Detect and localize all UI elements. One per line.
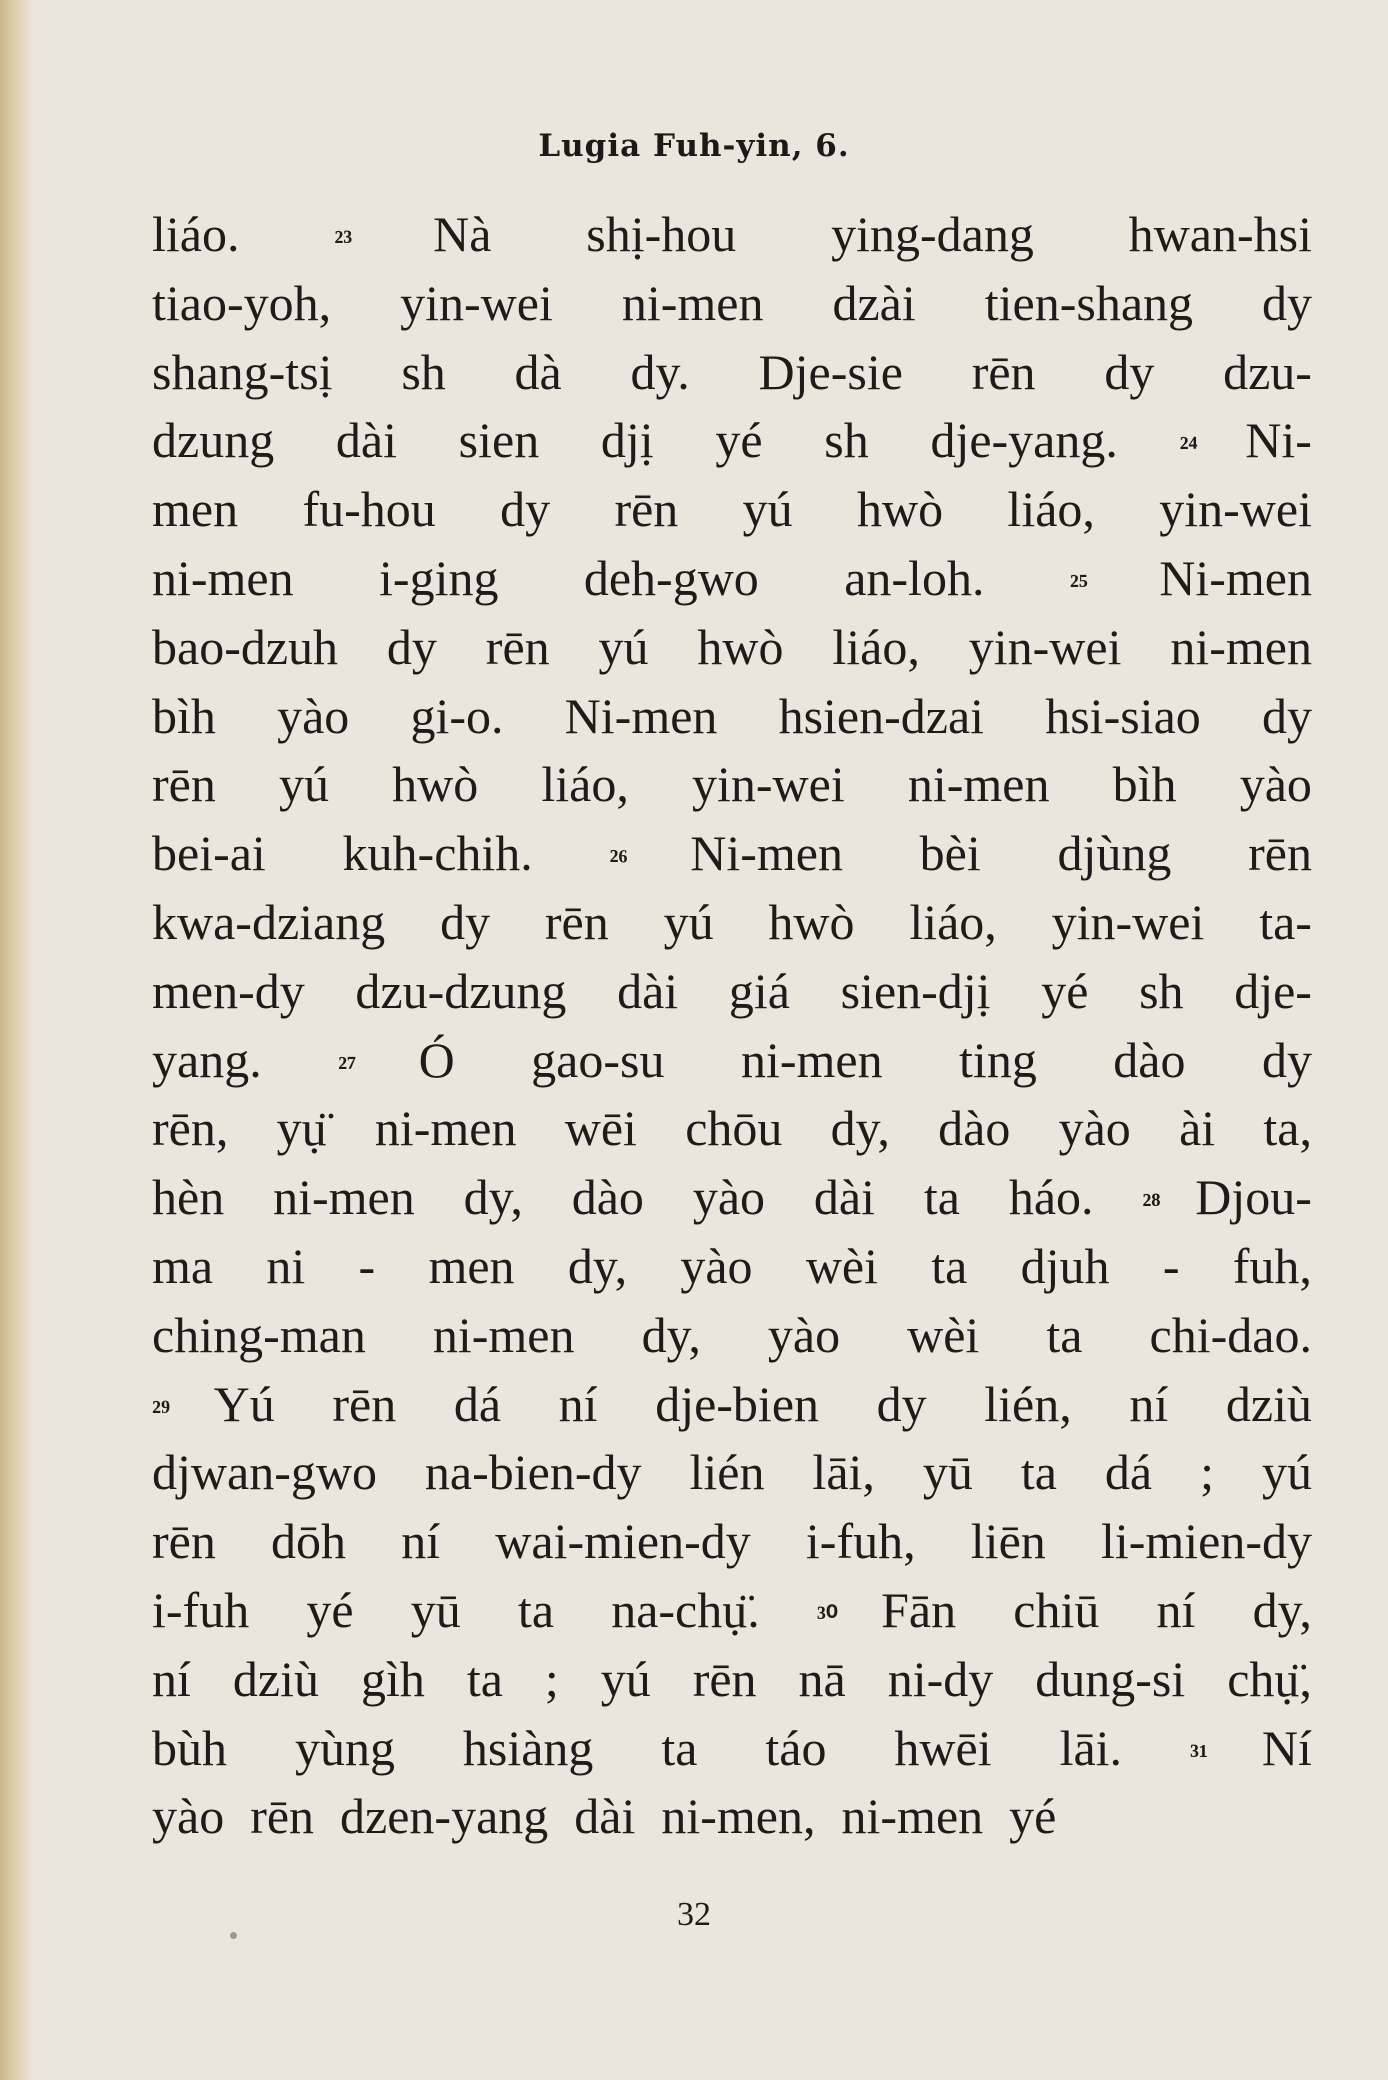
word: tien-shang bbox=[984, 274, 1194, 331]
word: dzung bbox=[152, 412, 275, 469]
word: bao-dzuh bbox=[152, 618, 339, 675]
word: rēn bbox=[1248, 825, 1312, 882]
word: liáo, bbox=[1007, 481, 1095, 538]
word: lién, bbox=[984, 1375, 1072, 1432]
word: ta bbox=[923, 1169, 960, 1226]
word: yào bbox=[1239, 756, 1312, 813]
word: liēn bbox=[970, 1513, 1046, 1570]
word: dzu-dzung bbox=[355, 962, 567, 1019]
word: dài bbox=[617, 962, 679, 1019]
word: yin-wei bbox=[1051, 893, 1205, 950]
word: ta bbox=[661, 1719, 698, 1776]
word: liáo, bbox=[909, 893, 997, 950]
word: ni bbox=[266, 1237, 306, 1294]
word: djuh bbox=[1020, 1237, 1110, 1294]
word: giá bbox=[728, 962, 790, 1019]
word: hwò bbox=[856, 481, 944, 538]
word: Yú bbox=[213, 1375, 275, 1432]
word: hwan-hsi bbox=[1128, 206, 1312, 262]
word: dy bbox=[500, 481, 551, 538]
word: na-chụ̈. bbox=[611, 1581, 760, 1638]
verse-number: ³⁰ bbox=[816, 1600, 838, 1634]
word: dy, bbox=[1252, 1581, 1312, 1638]
word: wēi bbox=[564, 1100, 637, 1157]
word: ni-men bbox=[374, 1100, 517, 1157]
word: Ni-men bbox=[564, 687, 718, 744]
word: wai-mien-dy bbox=[495, 1513, 751, 1570]
word: dy bbox=[1261, 687, 1312, 744]
word: ni-men bbox=[1170, 618, 1312, 675]
word: ni-men bbox=[621, 274, 764, 331]
word: rēn, bbox=[152, 1100, 229, 1157]
word: li-mien-dy bbox=[1100, 1513, 1312, 1570]
word: dy, bbox=[567, 1237, 628, 1294]
word: na-bien-dy bbox=[424, 1444, 642, 1501]
word: rēn bbox=[152, 756, 216, 813]
word: dy bbox=[440, 893, 491, 950]
word: sh bbox=[824, 412, 869, 469]
word: hwēi bbox=[894, 1719, 992, 1776]
word: ta bbox=[1046, 1306, 1083, 1363]
word: ; bbox=[1200, 1444, 1214, 1501]
word: liáo, bbox=[541, 756, 629, 813]
word: an-loh. bbox=[844, 549, 985, 606]
text-line bbox=[152, 269, 1312, 338]
word: ní bbox=[401, 1513, 441, 1570]
word: ní bbox=[558, 1375, 598, 1432]
word: rēn bbox=[614, 481, 679, 538]
word: hwò bbox=[392, 756, 479, 813]
word: dài bbox=[813, 1169, 875, 1226]
verse-number: ²⁴ bbox=[1179, 431, 1198, 465]
word: yào bbox=[692, 1169, 766, 1226]
word: djwan-gwo bbox=[152, 1444, 377, 1501]
word: dje-bien bbox=[655, 1375, 820, 1432]
word: liáo. bbox=[152, 206, 240, 262]
word: yé bbox=[1041, 962, 1089, 1019]
word: yào bbox=[767, 1306, 841, 1363]
word: dzu- bbox=[1223, 343, 1312, 400]
word: kwa-dziang bbox=[152, 893, 386, 950]
word: hèn bbox=[152, 1169, 225, 1226]
text-line bbox=[152, 1714, 1312, 1783]
verse-number: ²⁸ bbox=[1142, 1188, 1161, 1222]
word: ta, bbox=[1263, 1100, 1312, 1157]
word: Ní bbox=[1261, 1719, 1312, 1776]
word: chiū bbox=[1013, 1581, 1100, 1638]
word: kuh-chih. bbox=[342, 825, 533, 882]
text-line bbox=[152, 338, 1312, 407]
word: ying-dang bbox=[831, 206, 1034, 262]
word: dzài bbox=[832, 274, 916, 331]
word: Djou- bbox=[1195, 1169, 1312, 1226]
text-line bbox=[152, 613, 1312, 682]
word: dy, bbox=[463, 1169, 523, 1226]
word: Nà bbox=[433, 206, 492, 262]
word: dziù bbox=[232, 1650, 319, 1707]
text-line bbox=[152, 957, 1312, 1026]
word: dje-yang. bbox=[930, 412, 1118, 469]
verse-number: ²⁵ bbox=[1069, 568, 1088, 602]
word: Ni- bbox=[1245, 412, 1312, 469]
word: rēn bbox=[971, 343, 1036, 400]
word: hsi-siao bbox=[1045, 687, 1201, 744]
word: ching-man bbox=[152, 1306, 366, 1363]
word: rēn bbox=[485, 618, 550, 675]
word: dy, bbox=[830, 1100, 890, 1157]
word: chụ̈, bbox=[1227, 1650, 1312, 1707]
word: men-dy bbox=[152, 962, 305, 1019]
word: yū bbox=[410, 1581, 461, 1638]
word: bìh bbox=[1112, 756, 1177, 813]
word: ni-men bbox=[907, 756, 1050, 813]
word: hwò bbox=[697, 618, 784, 675]
word: bìh bbox=[152, 687, 216, 744]
word: - bbox=[1162, 1237, 1180, 1294]
word: chi-dao. bbox=[1149, 1306, 1312, 1363]
word: dy bbox=[1104, 343, 1155, 400]
word: dào bbox=[1113, 1031, 1186, 1088]
verse-number: ²⁶ bbox=[609, 844, 628, 878]
word: ta bbox=[931, 1237, 968, 1294]
word: yú bbox=[278, 756, 329, 813]
word: ; bbox=[544, 1650, 559, 1707]
text-line bbox=[152, 200, 1312, 269]
word: hsien-dzai bbox=[778, 687, 985, 744]
word: dy bbox=[1262, 274, 1312, 331]
word: yé bbox=[1009, 1788, 1057, 1845]
word: hwò bbox=[768, 893, 855, 950]
word: bùh bbox=[152, 1719, 227, 1776]
word: ài bbox=[1179, 1100, 1216, 1157]
verse-number: ²⁹ bbox=[152, 1394, 170, 1428]
word: yú bbox=[663, 893, 714, 950]
word: yin-wei bbox=[692, 756, 845, 813]
word: dung-si bbox=[1035, 1650, 1186, 1707]
word: ni-dy bbox=[887, 1650, 994, 1707]
word: yào bbox=[680, 1237, 753, 1294]
word: táo bbox=[765, 1719, 827, 1776]
word: ní bbox=[1156, 1581, 1196, 1638]
word: ta bbox=[517, 1581, 555, 1638]
word: tiao-yoh, bbox=[152, 274, 332, 331]
word: yú bbox=[598, 618, 649, 675]
word: ma bbox=[152, 1237, 214, 1294]
verse-number: ²³ bbox=[334, 225, 353, 258]
word: ting bbox=[959, 1031, 1037, 1088]
text-line bbox=[152, 1438, 1312, 1507]
word: rēn bbox=[152, 1513, 216, 1570]
word: yào bbox=[277, 687, 350, 744]
word: yé bbox=[306, 1581, 354, 1638]
word: yú bbox=[1261, 1444, 1312, 1501]
text-line bbox=[152, 1507, 1312, 1576]
word: gi-o. bbox=[410, 687, 504, 744]
word: Ni-men bbox=[690, 825, 843, 882]
text-line bbox=[152, 888, 1312, 957]
word: djùng bbox=[1057, 825, 1172, 882]
word: shang-tsị bbox=[152, 343, 333, 400]
word: dá bbox=[453, 1375, 502, 1432]
text-line bbox=[152, 1026, 1312, 1095]
word: Fān bbox=[881, 1581, 957, 1638]
word: rēn bbox=[544, 893, 609, 950]
word: ni-men bbox=[432, 1306, 575, 1363]
word: men bbox=[152, 481, 239, 538]
word: ní bbox=[1129, 1375, 1169, 1432]
word: yú bbox=[742, 481, 793, 538]
word: shị-hou bbox=[586, 206, 737, 262]
word: hsiàng bbox=[462, 1719, 594, 1776]
word: dy bbox=[386, 618, 437, 675]
word: yú bbox=[600, 1650, 651, 1707]
text-line bbox=[152, 1370, 1312, 1439]
page-gutter-shadow bbox=[0, 0, 34, 2080]
word: yụ̈ bbox=[276, 1100, 327, 1157]
word: dy bbox=[1261, 1031, 1312, 1088]
word: - bbox=[358, 1237, 376, 1294]
text-line bbox=[152, 682, 1312, 751]
word: wèi bbox=[805, 1237, 879, 1294]
word: rēn bbox=[332, 1375, 397, 1432]
word: ní bbox=[152, 1650, 191, 1707]
word: ni-men, bbox=[661, 1788, 816, 1845]
word: dào bbox=[938, 1100, 1011, 1157]
word: lāi, bbox=[812, 1444, 875, 1501]
word: dy bbox=[876, 1375, 927, 1432]
text-line bbox=[152, 1301, 1312, 1370]
word: yang. bbox=[152, 1031, 262, 1088]
word: deh-gwo bbox=[583, 549, 759, 606]
text-line bbox=[152, 819, 1312, 888]
word: yào bbox=[152, 1788, 225, 1845]
verse-number: ²⁷ bbox=[338, 1050, 357, 1084]
word: djị bbox=[600, 412, 654, 469]
word: dy, bbox=[641, 1306, 701, 1363]
word: yin-wei bbox=[968, 618, 1122, 675]
word: ni-men bbox=[273, 1169, 415, 1226]
text-line bbox=[152, 1094, 1312, 1163]
word: yū bbox=[922, 1444, 973, 1501]
word: rēn bbox=[250, 1788, 315, 1845]
text-line bbox=[152, 544, 1312, 613]
text-line bbox=[152, 1782, 1312, 1851]
word: gìh bbox=[360, 1650, 425, 1707]
page-number: 32 bbox=[677, 1896, 711, 1933]
text-line bbox=[152, 1163, 1312, 1232]
word: ni-men bbox=[152, 549, 294, 606]
word: wèi bbox=[907, 1306, 980, 1363]
text-line bbox=[152, 1576, 1312, 1645]
word: Dje-sie bbox=[758, 343, 903, 400]
word: sh bbox=[1139, 962, 1184, 1019]
word: ta bbox=[466, 1650, 503, 1707]
word: dōh bbox=[271, 1513, 347, 1570]
running-head: Lugia Fuh-yin, 6. bbox=[538, 128, 850, 164]
word: dje- bbox=[1234, 962, 1312, 1019]
word: yin-wei bbox=[1159, 481, 1312, 538]
word: yé bbox=[715, 412, 763, 469]
word: dài bbox=[335, 412, 397, 469]
word: háo. bbox=[1008, 1169, 1094, 1226]
word: men bbox=[428, 1237, 515, 1294]
word: Ni-men bbox=[1159, 549, 1312, 606]
word: dzen-yang bbox=[340, 1788, 549, 1845]
word: chōu bbox=[685, 1100, 783, 1157]
word: liáo, bbox=[832, 618, 920, 675]
word: sien bbox=[458, 412, 540, 469]
word: dài bbox=[574, 1788, 636, 1845]
text-line bbox=[152, 406, 1312, 475]
word: Ó bbox=[418, 1031, 455, 1088]
text-line bbox=[152, 750, 1312, 819]
word: ta bbox=[1020, 1444, 1057, 1501]
word: ta- bbox=[1259, 893, 1312, 950]
word: sien-djị bbox=[840, 962, 991, 1019]
word: dào bbox=[571, 1169, 644, 1226]
word: yin-wei bbox=[400, 274, 553, 331]
word: ni-men bbox=[740, 1031, 883, 1088]
word: fu-hou bbox=[302, 481, 436, 538]
word: dy. bbox=[630, 343, 690, 400]
word: rēn bbox=[692, 1650, 757, 1707]
text-line bbox=[152, 475, 1312, 544]
verse-number: ³¹ bbox=[1189, 1738, 1208, 1772]
text-line bbox=[152, 1232, 1312, 1301]
word: lāi. bbox=[1059, 1719, 1123, 1776]
word: i-ging bbox=[379, 549, 499, 606]
word: lién bbox=[689, 1444, 765, 1501]
paper-speck bbox=[230, 1932, 237, 1939]
word: fuh, bbox=[1232, 1237, 1312, 1294]
word: bei-ai bbox=[152, 825, 266, 882]
word: sh bbox=[401, 343, 446, 400]
word: yào bbox=[1058, 1100, 1131, 1157]
body-text bbox=[152, 200, 1312, 1851]
word: nā bbox=[798, 1650, 846, 1707]
word: yùng bbox=[294, 1719, 395, 1776]
word: dziù bbox=[1225, 1375, 1312, 1432]
word: bèi bbox=[919, 825, 981, 882]
word: gao-su bbox=[531, 1031, 665, 1088]
word: dà bbox=[514, 343, 562, 400]
text-line bbox=[152, 1645, 1312, 1714]
word: ni-men bbox=[841, 1788, 984, 1845]
word: i-fuh bbox=[152, 1581, 250, 1638]
word: i-fuh, bbox=[805, 1513, 916, 1570]
word: dá bbox=[1104, 1444, 1153, 1501]
